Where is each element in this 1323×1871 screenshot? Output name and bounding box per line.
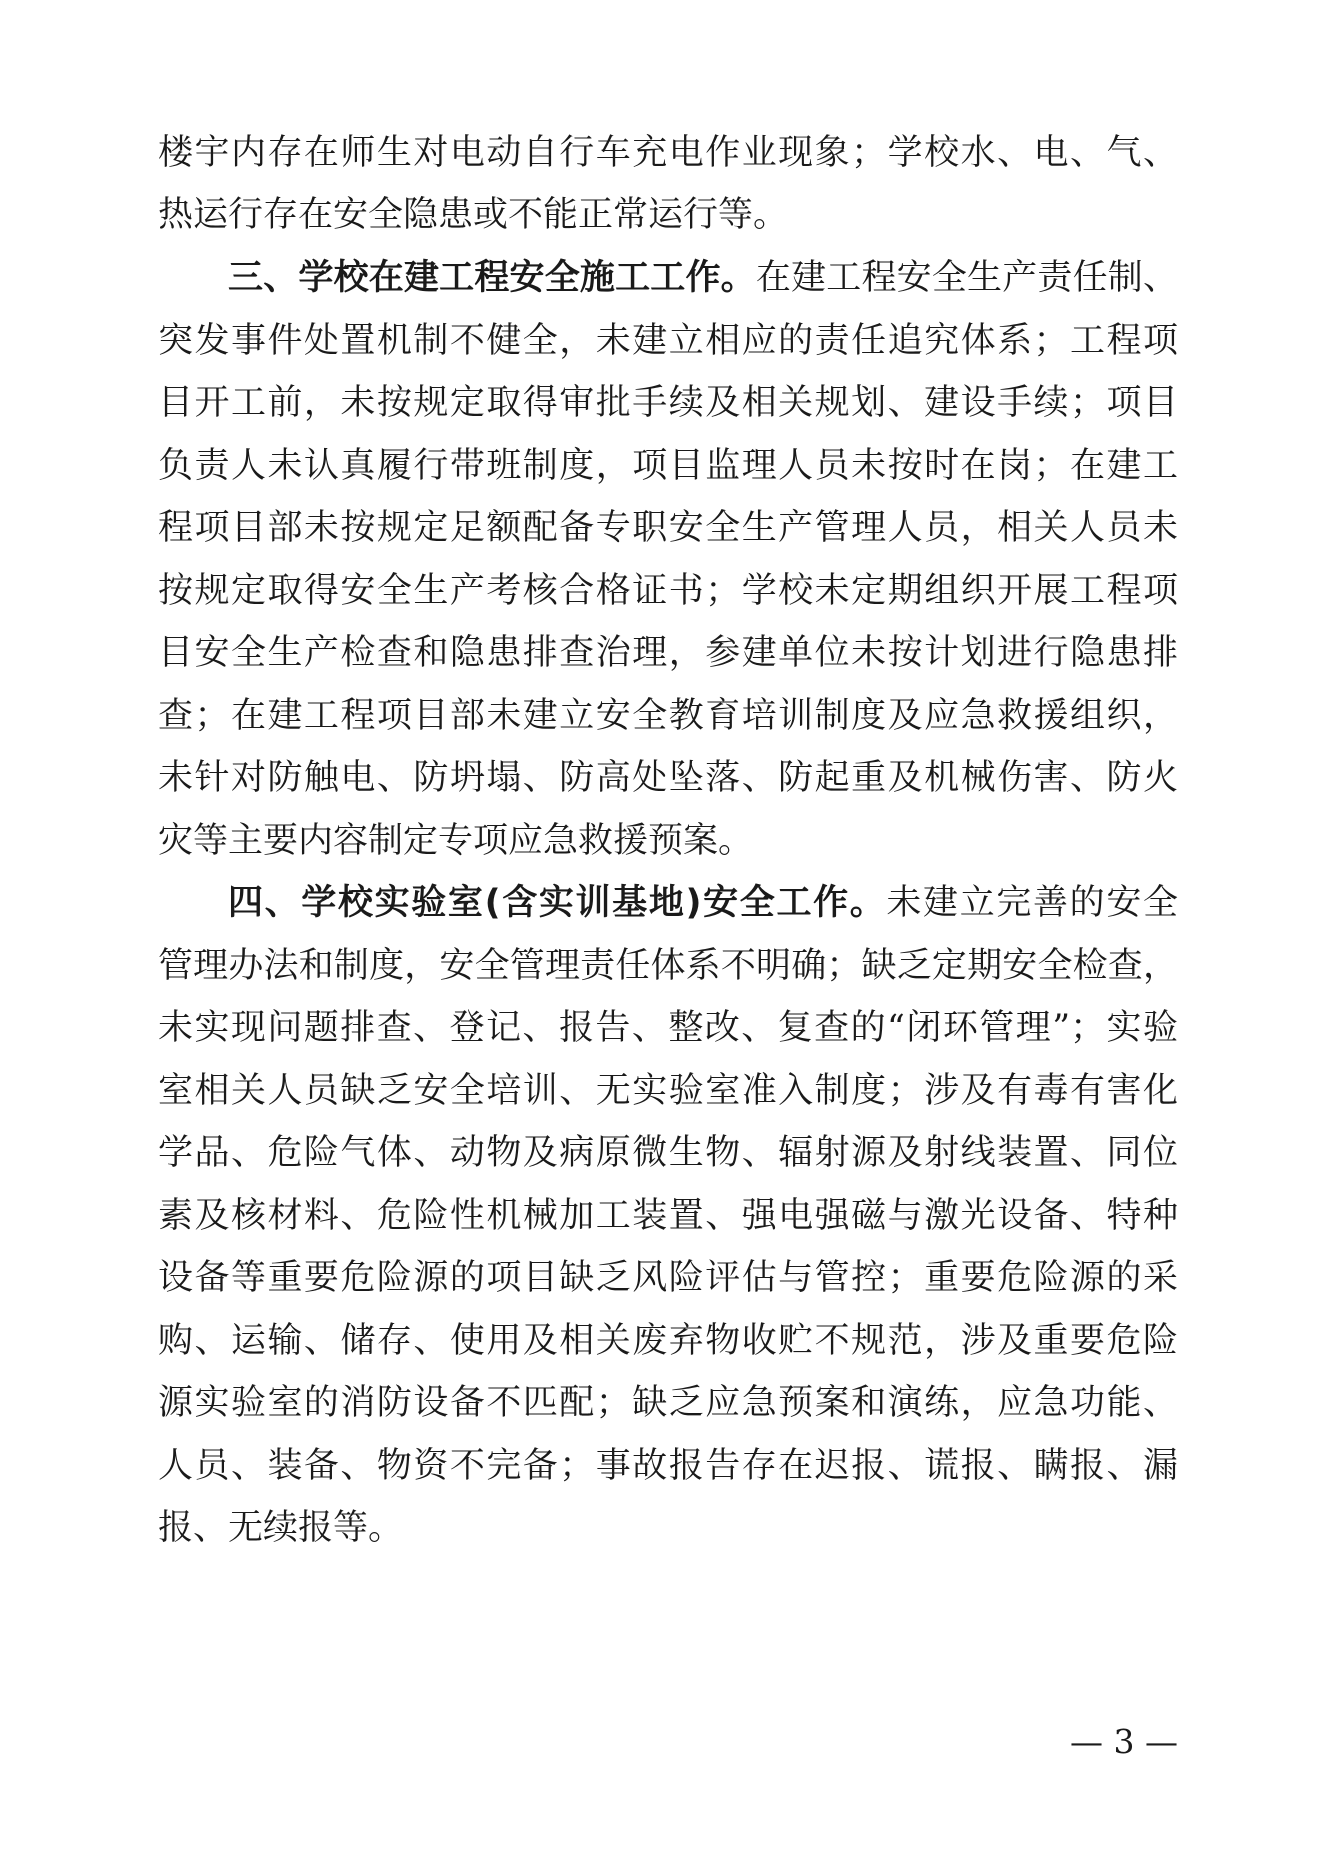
body-text-line: 突发事件处置机制不健全，未建立相应的责任追究体系；工程项 bbox=[158, 321, 1178, 361]
body-text-line: 素及核材料、危险性机械加工装置、强电强磁与激光设备、特种 bbox=[158, 1196, 1178, 1236]
body-text-line: 室相关人员缺乏安全培训、无实验室准入制度；涉及有毒有害化 bbox=[158, 1071, 1178, 1111]
body-text-line: 灾等主要内容制定专项应急救援预案。 bbox=[158, 821, 754, 861]
body-text-line: 源实验室的消防设备不匹配；缺乏应急预案和演练，应急功能、 bbox=[158, 1383, 1178, 1423]
section-heading: 三、学校在建工程安全施工工作。 bbox=[228, 258, 756, 298]
page-number: — 3 — bbox=[1070, 1722, 1178, 1761]
body-text-line: 管理办法和制度，安全管理责任体系不明确；缺乏定期安全检查， bbox=[158, 946, 1178, 986]
body-text-line: 按规定取得安全生产考核合格证书；学校未定期组织开展工程项 bbox=[158, 571, 1178, 611]
section-heading: 四、学校实验室(含实训基地)安全工作。 bbox=[228, 883, 887, 923]
section-heading-line bbox=[228, 247, 1178, 309]
section-heading-line bbox=[228, 872, 1178, 934]
body-text-line: 目开工前，未按规定取得审批手续及相关规划、建设手续；项目 bbox=[158, 383, 1178, 423]
body-text: 未建立完善的安全 bbox=[886, 883, 1178, 923]
body-text-line: 学品、危险气体、动物及病原微生物、辐射源及射线装置、同位 bbox=[158, 1133, 1178, 1173]
body-text-line: 人员、装备、物资不完备；事故报告存在迟报、谎报、瞒报、漏 bbox=[158, 1446, 1178, 1486]
body-text-line: 查；在建工程项目部未建立安全教育培训制度及应急救援组织， bbox=[158, 696, 1178, 736]
body-text-line: 热运行存在安全隐患或不能正常运行等。 bbox=[158, 195, 789, 235]
body-text-line: 楼宇内存在师生对电动自行车充电作业现象；学校水、电、气、 bbox=[158, 133, 1178, 173]
body-text-line: 负责人未认真履行带班制度，项目监理人员未按时在岗；在建工 bbox=[158, 446, 1178, 486]
body-text: 在建工程安全生产责任制、 bbox=[755, 258, 1178, 298]
body-text-line: 购、运输、储存、使用及相关废弃物收贮不规范，涉及重要危险 bbox=[158, 1321, 1178, 1361]
body-text-line: 未实现问题排查、登记、报告、整改、复查的“闭环管理”；实验 bbox=[158, 1008, 1178, 1048]
body-text-line: 报、无续报等。 bbox=[158, 1508, 404, 1548]
body-text-line: 设备等重要危险源的项目缺乏风险评估与管控；重要危险源的采 bbox=[158, 1258, 1178, 1298]
body-text-line: 目安全生产检查和隐患排查治理，参建单位未按计划进行隐患排 bbox=[158, 633, 1178, 673]
body-text-line: 程项目部未按规定足额配备专职安全生产管理人员，相关人员未 bbox=[158, 508, 1178, 548]
body-text-line: 未针对防触电、防坍塌、防高处坠落、防起重及机械伤害、防火 bbox=[158, 758, 1178, 798]
